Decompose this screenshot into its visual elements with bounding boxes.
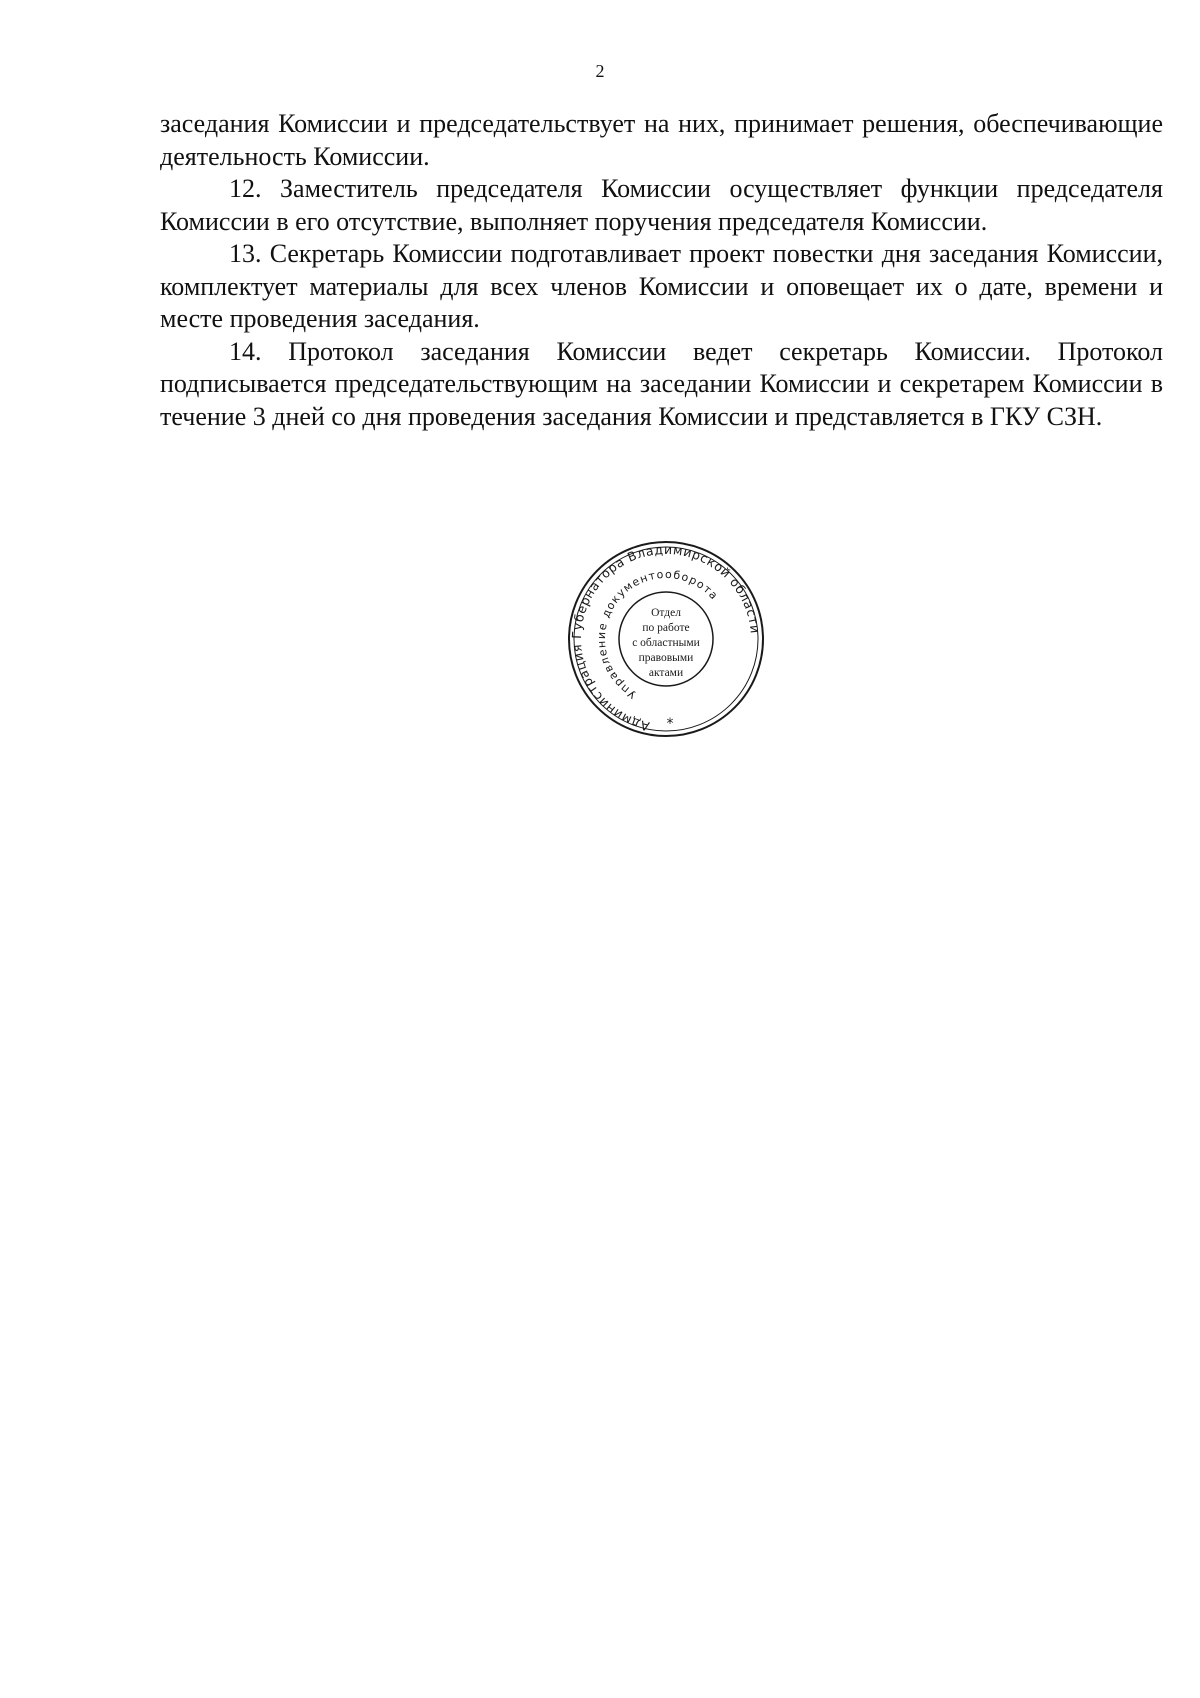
stamp-center-line-5: актами bbox=[648, 667, 684, 679]
stamp-outer-text-path: Администрация Губернатора Владимирской области bbox=[568, 541, 763, 735]
official-stamp bbox=[566, 537, 766, 741]
stamp-star-icon: * bbox=[666, 716, 674, 732]
stamp-center-line-2: по работе bbox=[642, 622, 690, 634]
paragraph-14: 14. Протокол заседания Комиссии ведет секретарь Комиссии. Протокол подписывается председательствующим на заседании Комиссии и секретарем Комиссии в течение 3 дней со дня проведения заседания Комиссии и представляется в ГКУ СЗН. bbox=[160, 336, 1163, 431]
paragraph-13: 13. Секретарь Комиссии подготавливает проект повестки дня заседания Комиссии, комплектует материалы для всех членов Комиссии и оповещает их о дате, времени и месте проведения заседания. bbox=[160, 239, 1163, 333]
stamp-center-line-3: с областными bbox=[632, 637, 700, 649]
stamp-inner-text bbox=[595, 568, 721, 701]
stamp-inner-text-path: Управление документооборота bbox=[594, 567, 722, 702]
paragraph-continued: заседания Комиссии и председательствует на них, принимает решения, обеспечивающие деятельность Комиссии. bbox=[160, 109, 1163, 171]
page-number: 2 bbox=[595, 61, 605, 81]
document-body bbox=[160, 108, 1163, 433]
stamp-center-line-1: Отдел bbox=[651, 607, 681, 619]
paragraph-12: 12. Заместитель председателя Комиссии осуществляет функции председателя Комиссии в его отсутствие, выполняет поручения председателя Комиссии. bbox=[160, 174, 1163, 236]
stamp-center-line-4: правовыми bbox=[638, 652, 694, 664]
stamp-seal bbox=[566, 537, 766, 741]
